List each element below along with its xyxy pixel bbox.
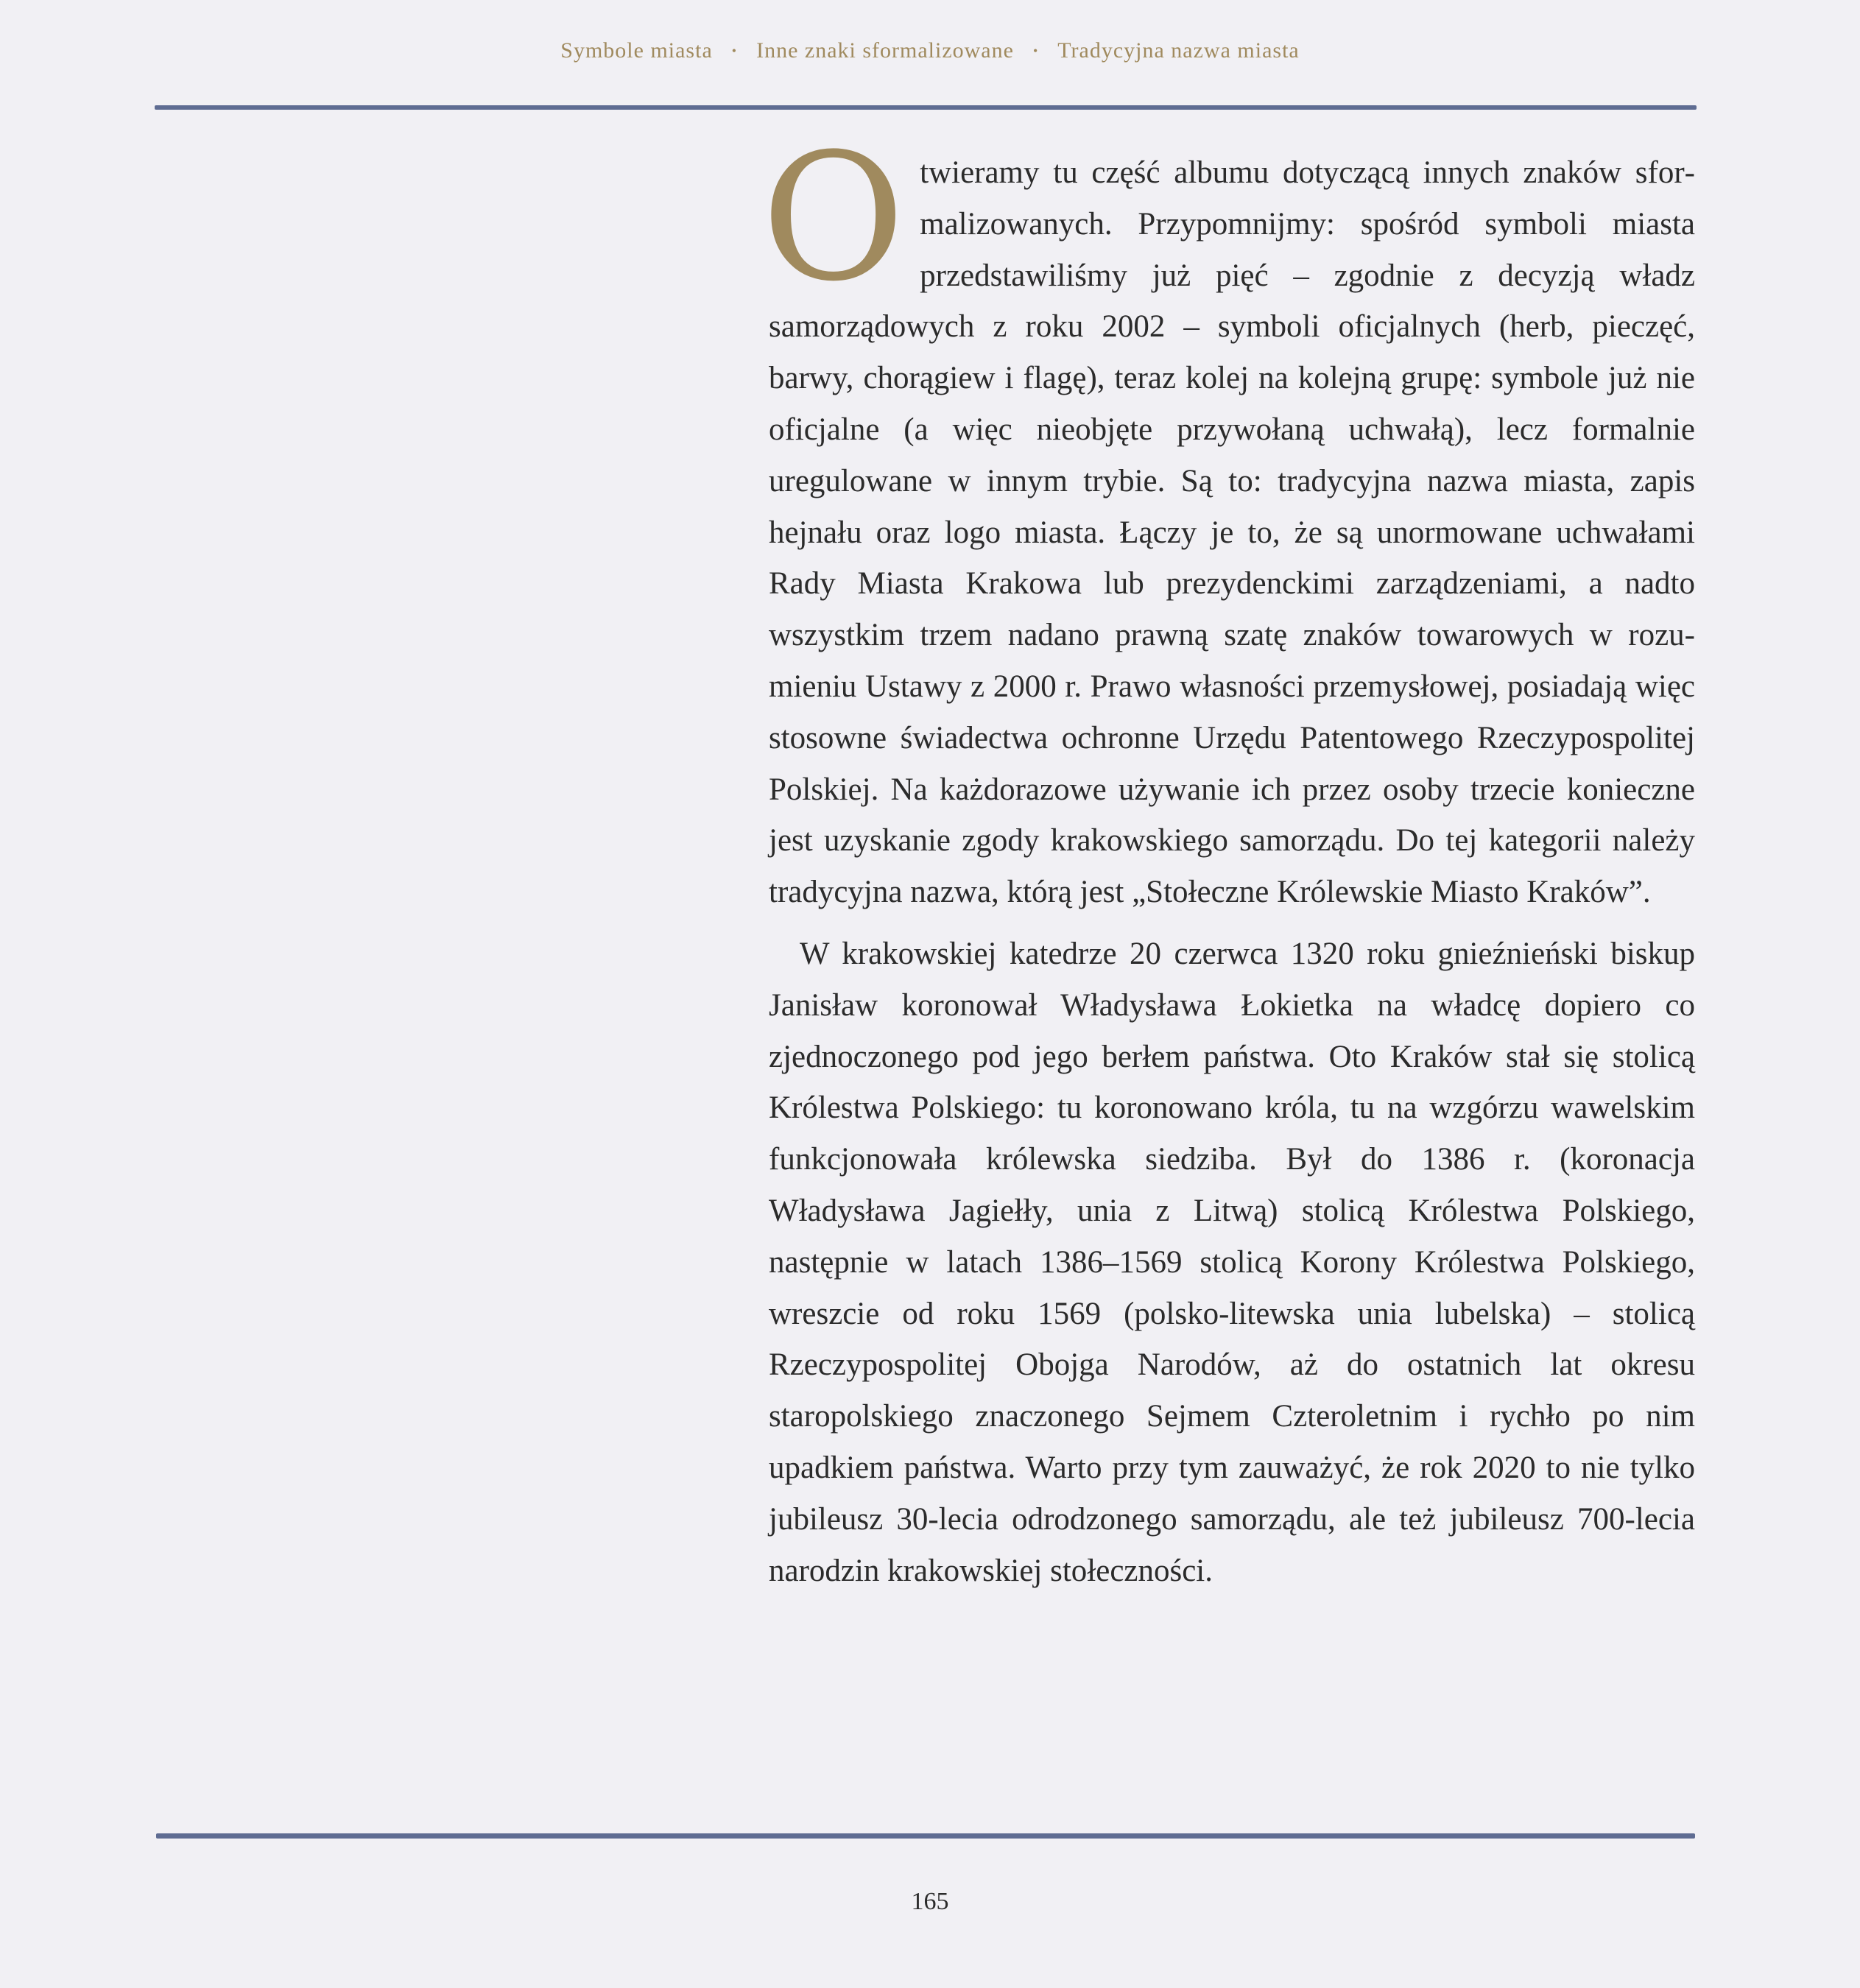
header-separator: • [731, 43, 738, 58]
paragraph-1-text: twieramy tu część albumu dotyczącą innych znaków sformalizowanych. Przypomnijmy: spośród symboli miasta przedstawiliśmy już pięć – zgodnie z decyzją władz samorządowych z roku 2002 – symboli oficjalnych (herb, pieczęć, barwy, chorągiew i flagę), teraz kolej na kolejną grupę: symbole już nie oficjalne (a więc nieobjęte przywołaną uchwałą), lecz formalnie uregulowane w innym trybie. Są to: tradycyjna nazwa miasta, zapis hejnału oraz logo miasta. Łączy je to, że są unormowane uchwałami Rady Miasta Krakowa lub prezydenckimi zarządzeniami, a nadto wszystkim trzem nadano prawną szatę znaków towarowych w rozumieniu Ustawy z 2000 r. Prawo własności przemysłowej, posiadają więc stosowne świadectwa ochronne Urzędu Patentowego Rzeczypospolitej Polskiej. Na każdorazowe używanie ich przez osoby trzecie konieczne jest uzyskanie zgody krakowskiego samorządu. Do tej kategorii należy tradycyjna nazwa, którą jest „Stołeczne Królewskie Miasto Kraków”. [769, 155, 1695, 910]
main-text-column [761, 116, 1695, 1596]
page-number: 165 [911, 1888, 949, 1915]
header-section-title: Symbole miasta [560, 38, 713, 63]
running-header [0, 38, 1860, 63]
header-rule [155, 105, 1697, 110]
header-separator: • [1032, 43, 1039, 58]
header-subsection-title: Inne znaki sformalizowane [756, 38, 1014, 63]
paragraph-1 [761, 116, 1695, 918]
drop-cap: O [761, 116, 906, 320]
footer-rule [156, 1833, 1695, 1839]
paragraph-2: W krakowskiej katedrze 20 czerwca 1320 roku gnieźnieński biskup Janisław koronował Władysława Łokietka na władcę dopiero co zjednoczonego pod jego berłem państwa. Oto Kraków stał się stolicą Królestwa Polskiego: tu koronowano króla, tu na wzgórzu wawelskim funkcjonowała królewska siedziba. Był do 1386 r. (koronacja Władysława Jagiełły, unia z Litwą) stolicą Królestwa Polskiego, następnie w latach 1386–1569 stolicą Korony Królestwa Polskiego, wreszcie od roku 1569 (polsko-litewska unia lubelska) – stolicą Rzeczypospolitej Obojga Narodów, aż do ostatnich lat okresu staropolskiego znaczonego Sejmem Czteroletnim i rychło po nim upadkiem państwa. Warto przy tym zauważyć, że rok 2020 to nie tylko jubileusz 30-lecia odrodzonego samorządu, ale też jubileusz 700-lecia narodzin krakowskiej stołeczności. [769, 936, 1695, 1588]
header-topic-title: Tradycyjna nazwa miasta [1057, 38, 1300, 63]
